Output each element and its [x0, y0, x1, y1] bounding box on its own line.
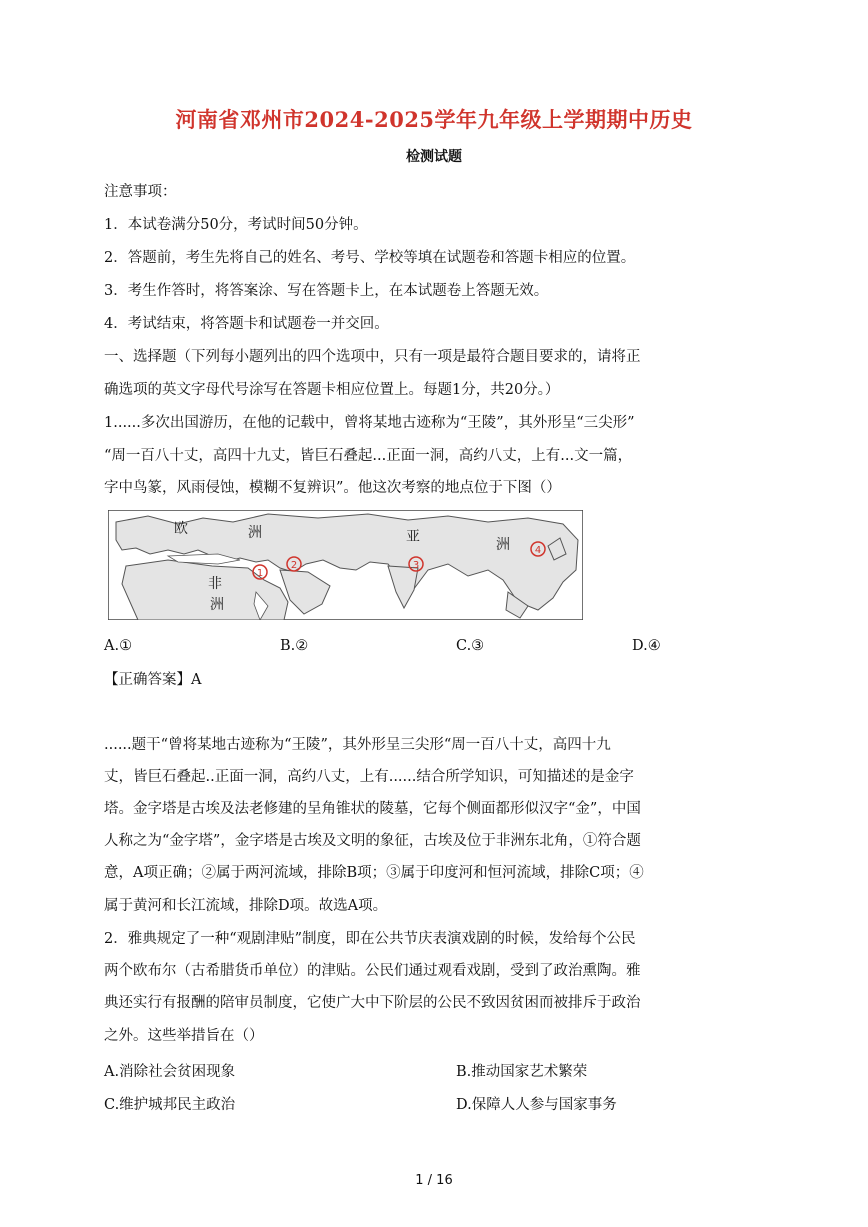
section-intro: 确选项的英文字母代号涂写在答题卡相应位置上。每题1分，共20分。）	[104, 382, 560, 398]
document-subtitle: 检测试题	[406, 149, 462, 165]
notice-item: 2．答题前，考生先将自己的姓名、考号、学校等填在试题卷和答题卡相应的位置。	[104, 250, 636, 266]
question-1-analysis: 丈，皆巨石叠起..正面一洞，高约八丈，上有......结合所学知识，可知描述的是金字	[104, 769, 634, 785]
question-2-text: 之外。这些举措旨在（）	[104, 1028, 264, 1044]
question-1-analysis: ......题干“曾将某地古迹称为“王陵”，其外形呈三尖形“周一百八十丈，高四十九	[104, 737, 611, 753]
map-marker-1-label: 1	[256, 568, 264, 579]
document-title: 河南省邓州市2024-2025学年九年级上学期期中历史	[175, 107, 693, 132]
question-1-text: “周一百八十丈，高四十九丈，皆巨石叠起...正面一洞，高约八丈，上有...文一篇，	[104, 448, 633, 464]
question-1-text: 字中鸟篆，风雨侵蚀，模糊不复辨识”。他这次考察的地点位于下图（）	[104, 480, 561, 496]
map-marker-2-label: 2	[290, 560, 298, 571]
question-2-option-d[interactable]: D.保障人人参与国家事务	[456, 1097, 617, 1113]
map-label-europe-a: 欧	[174, 521, 188, 537]
map-marker-4-label: 4	[534, 545, 542, 556]
notice-item: 4．考试结束，将答题卡和试题卷一并交回。	[104, 316, 389, 332]
map-label-asia-a: 亚	[406, 529, 420, 545]
map-marker-3-label: 3	[412, 560, 420, 571]
question-2-option-a[interactable]: A.消除社会贫困现象	[104, 1064, 236, 1080]
map-label-asia-b: 洲	[496, 537, 510, 553]
question-1-analysis: 人称之为“金字塔”，金字塔是古埃及文明的象征，古埃及位于非洲东北角，①符合题	[104, 833, 641, 849]
question-1-analysis: 塔。金字塔是古埃及法老修建的呈角锥状的陵墓，它每个侧面都形似汉字“金”，中国	[104, 801, 641, 817]
question-2-text: 2．雅典规定了一种“观剧津贴”制度，即在公共节庆表演戏剧的时候，发给每个公民	[104, 931, 636, 947]
page-number: 1 / 16	[415, 1173, 453, 1188]
question-2-text: 两个欧布尔（古希腊货币单位）的津贴。公民们通过观看戏剧，受到了政治熏陶。雅	[104, 963, 641, 979]
map-label-africa-b: 洲	[210, 597, 224, 613]
question-1-option-b[interactable]: B.②	[280, 638, 309, 654]
notice-item: 3．考生作答时，将答案涂、写在答题卡上，在本试题卷上答题无效。	[104, 283, 549, 299]
question-1-text: 1......多次出国游历，在他的记载中，曾将某地古迹称为“王陵”，其外形呈“三尖形”	[104, 415, 635, 431]
question-1-analysis: 意，A项正确；②属于两河流域，排除B项；③属于印度河和恒河流域，排除C项；④	[104, 865, 644, 881]
notice-heading: 注意事项：	[104, 184, 177, 200]
question-1-option-d[interactable]: D.④	[632, 638, 661, 654]
question-1-answer: 【正确答案】A	[104, 672, 202, 688]
question-2-option-c[interactable]: C.维护城邦民主政治	[104, 1097, 236, 1113]
question-1-analysis: 属于黄河和长江流域，排除D项。故选A项。	[104, 898, 388, 914]
question-2-option-b[interactable]: B.推动国家艺术繁荣	[456, 1064, 588, 1080]
question-1-option-c[interactable]: C.③	[456, 638, 485, 654]
question-2-text: 典还实行有报酬的陪审员制度，它使广大中下阶层的公民不致因贫困而被排斥于政治	[104, 995, 641, 1011]
map-label-africa-a: 非	[208, 576, 222, 592]
section-intro: 一、选择题（下列每小题列出的四个选项中，只有一项是最符合题目要求的，请将正	[104, 349, 641, 365]
map-label-europe-b: 洲	[248, 525, 262, 541]
notice-item: 1．本试卷满分50分，考试时间50分钟。	[104, 217, 368, 233]
question-1-option-a[interactable]: A.①	[104, 638, 133, 654]
question-1-map	[108, 510, 583, 620]
